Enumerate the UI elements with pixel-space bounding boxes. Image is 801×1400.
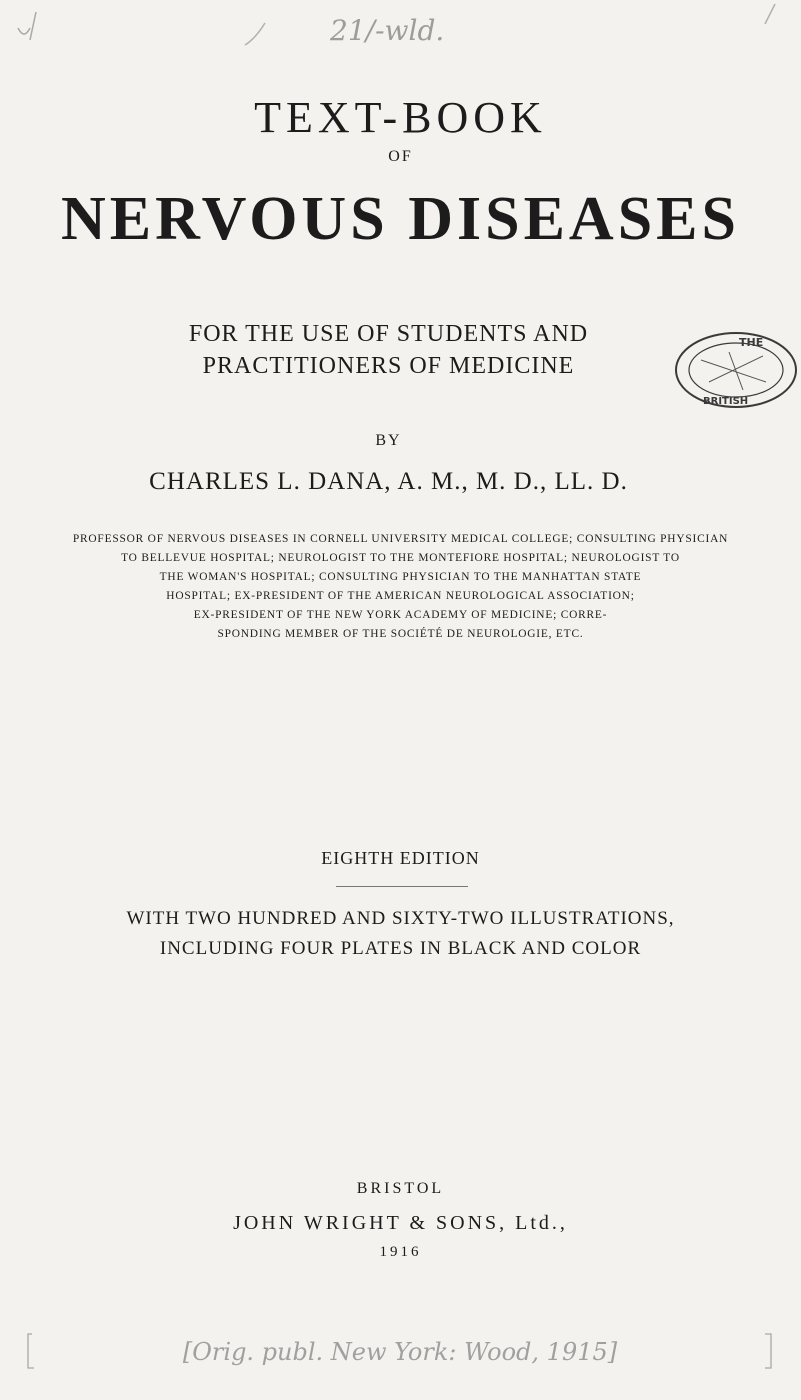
imprint-city: BRISTOL (356, 1180, 445, 1197)
edition-label: EIGHTH EDITION (321, 848, 480, 868)
subtitle-line-2: PRACTITIONERS OF MEDICINE (202, 353, 575, 379)
credentials-line: THE WOMAN'S HOSPITAL; CONSULTING PHYSICIAN TO THE MANHATTAN STATE (159, 571, 642, 583)
stamp-bottom-text: BRITISH (703, 396, 749, 407)
credentials-line: TO BELLEVUE HOSPITAL; NEUROLOGIST TO THE MONTEFIORE HOSPITAL; NEUROLOGIST TO (121, 552, 680, 564)
illustrations-note (0, 904, 801, 964)
divider (336, 886, 468, 887)
book-title: NERVOUS DISEASES (60, 185, 741, 253)
by-label: BY (375, 432, 402, 449)
author-credentials (40, 530, 761, 644)
illustrations-line-2: INCLUDING FOUR PLATES IN BLACK AND COLOR (159, 938, 642, 959)
credentials-line: SPONDING MEMBER OF THE SOCIÉTÉ DE NEUROLOGIE, ETC. (217, 628, 584, 640)
title-line-1: TEXT-BOOK (254, 93, 547, 142)
illustrations-line-1: WITH TWO HUNDRED AND SIXTY-TWO ILLUSTRATIONS, (126, 908, 675, 929)
credentials-line: EX-PRESIDENT OF THE NEW YORK ACADEMY OF MEDICINE; CORRE- (193, 609, 608, 621)
handwritten-top-mark (0, 0, 801, 60)
imprint-publisher: JOHN WRIGHT & SONS, Ltd., (233, 1212, 568, 1234)
author-name: CHARLES L. DANA, A. M., M. D., LL. D. (149, 468, 628, 495)
handwritten-bottom-text: [Orig. publ. New York: Wood, 1915] (182, 1338, 618, 1366)
handwritten-bottom-note (0, 1326, 801, 1376)
imprint-year: 1916 (379, 1244, 422, 1260)
credentials-line: HOSPITAL; EX-PRESIDENT OF THE AMERICAN NEUROLOGICAL ASSOCIATION; (166, 590, 635, 602)
title-of: OF (388, 148, 413, 165)
stamp-top-text: THE (739, 336, 764, 349)
subtitle-line-1: FOR THE USE OF STUDENTS AND (188, 321, 589, 347)
credentials-line: PROFESSOR OF NERVOUS DISEASES IN CORNELL UNIVERSITY MEDICAL COLLEGE; CONSULTING PHYSICIAN (72, 533, 729, 545)
library-stamp-icon (671, 330, 801, 410)
handwritten-top-text: 21/-wld. (330, 14, 445, 47)
